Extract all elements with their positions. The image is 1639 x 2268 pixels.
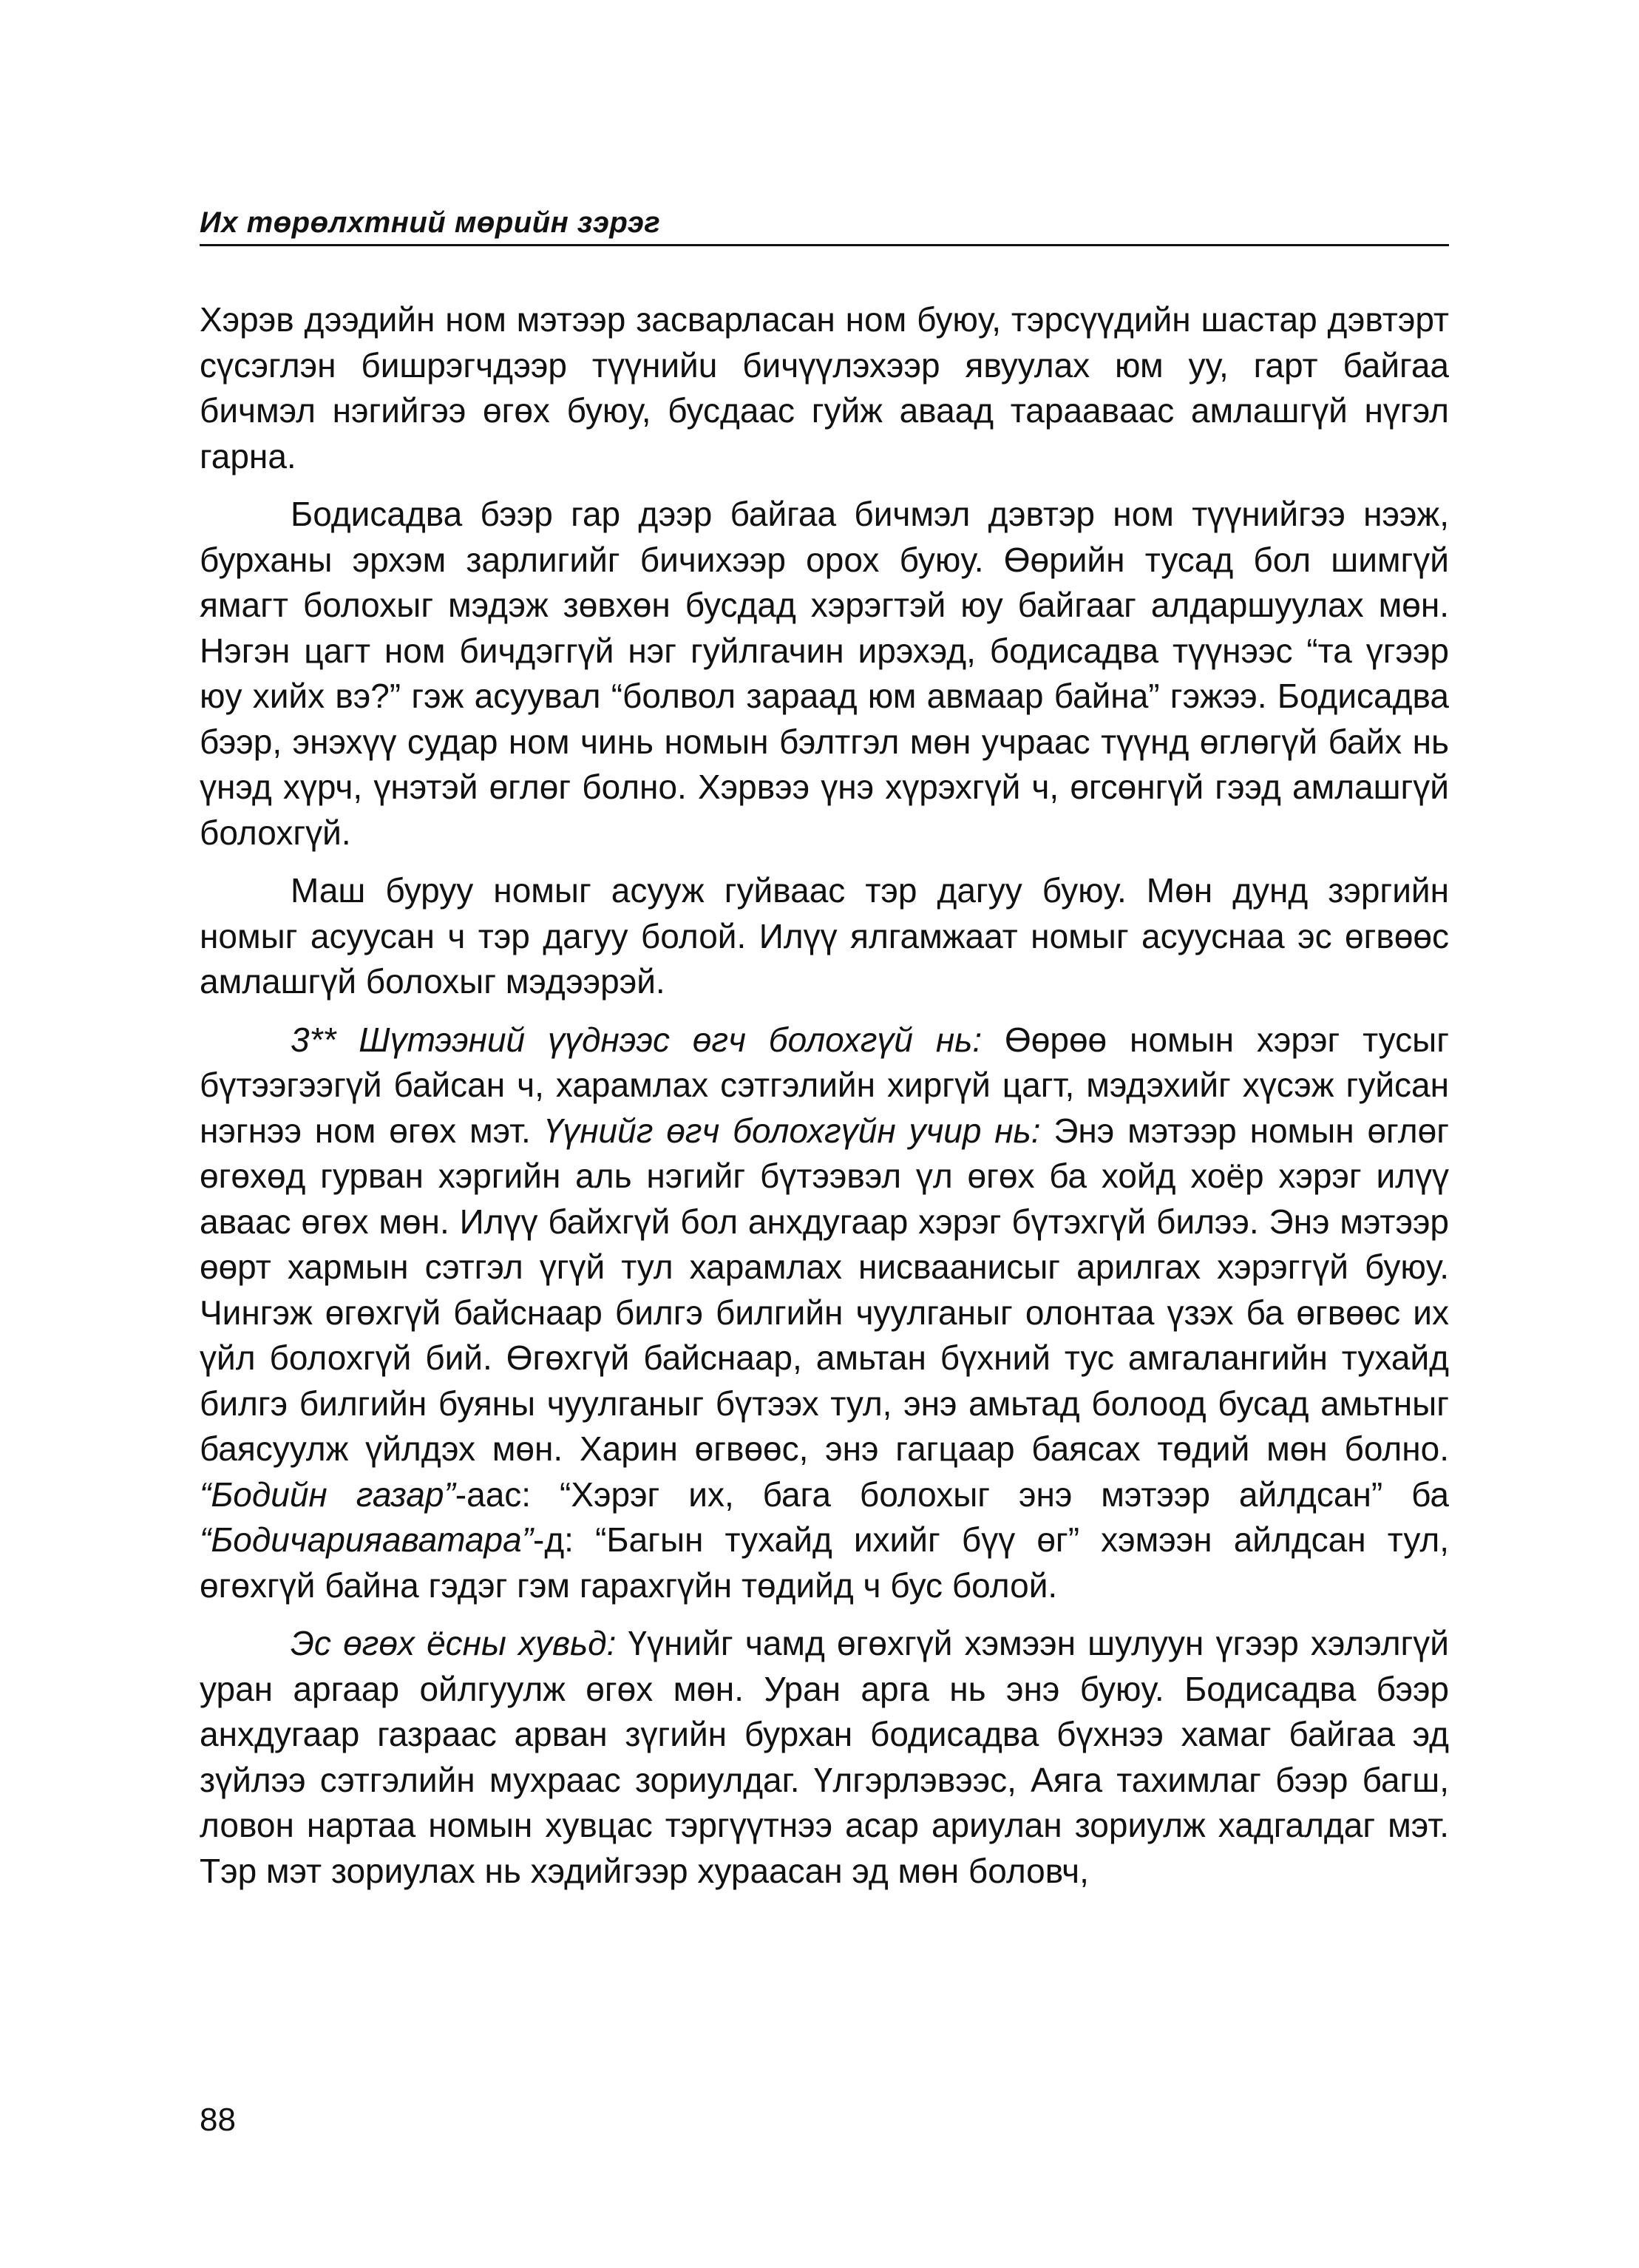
book-page bbox=[200, 0, 1449, 2268]
paragraph-4 bbox=[200, 1018, 1449, 1609]
paragraph-2-text: Бодисадва бээр гар дээр байгаа бичмэл дэвтэр ном түүнийгээ нээж, бурханы эрхэм зарлигийг бичихээр орох буюу. Өөрийн тусад бол шимгүй ямагт болохыг мэдэж зөвхөн бусдад хэрэгтэй юу байгааг алдаршуулах мөн. Нэгэн цагт ном бичдэггүй нэг гуйлгачин ирэхэд, бодисадва түүнээс “та үгээр юу хийх вэ?” гэж асуувал “болвол зараад юм авмаар байна” гэжээ. Бодисадва бээр, энэхүү судар ном чинь номын бэлтгэл мөн учраас түүнд өглөгүй байх нь үнэд хүрч, үнэтэй өглөг болно. Хэрвээ үнэ хүрэхгүй ч, өгсөнгүй гээд амлашгүй болохгүй. bbox=[200, 495, 1449, 852]
running-header bbox=[200, 198, 1449, 246]
paragraph-4-text-d: -д: “Багын тухайд ихийг бүү өг” хэмээн айлдсан тул, өгөхгүй байна гэдэг гэм гарахгүйн төдийд ч бус болой. bbox=[200, 1520, 1449, 1605]
page-number: 88 bbox=[200, 2102, 236, 2138]
paragraph-4-text-a: Өөрөө номын хэрэг тусыг бүтээгээгүй байсан ч, харамлах сэтгэлийн хиргүй цагт, мэдэхийг хүсэж гуйсан нэгнээ ном өгөх мэт. bbox=[200, 1020, 1449, 1150]
section-label-refusal: Эс өгөх ёсны хувьд: bbox=[291, 1624, 617, 1662]
reason-label: Үүнийг өгч болохгүйн учир нь: bbox=[543, 1111, 1041, 1150]
paragraph-5 bbox=[200, 1621, 1449, 1894]
paragraph-2 bbox=[200, 492, 1449, 856]
section-label-3: 3** Шүтээний үүднээс өгч болохгүй нь: bbox=[291, 1020, 983, 1059]
paragraph-3 bbox=[200, 868, 1449, 1005]
paragraph-4-text-b: Энэ мэтээр номын өглөг өгөхөд гурван хэргийн аль нэгийг бүтээвэл үл өгөх ба хойд хоёр хэрэг илүү аваас өгөх мөн. Илүү байхгүй бол анхдугаар хэрэг бүтэхгүй билээ. Энэ мэтээр өөрт хармын сэтгэл үгүй тул харамлах нисваанисыг арилгах хэрэггүй буюу. Чингэж өгөхгүй байснаар билгэ билгийн чуулганыг олонтаа үзэх ба өгвөөс их үйл болохгүй бий. Өгөхгүй байснаар, амьтан бүхний тус амгалангийн тухайд билгэ билгийн буяны чуулганыг бүтээх тул, энэ амьтад болоод бусад амьтныг баясуулж үйлдэх мөн. Харин өгвөөс, энэ гагцаар баясах төдий мөн болно. bbox=[200, 1111, 1450, 1468]
source-title-1: “Бодийн газар” bbox=[200, 1475, 455, 1514]
running-title: Их төрөлхтний мөрийн зэрэг bbox=[200, 206, 661, 239]
source-title-2: “Бодичарияаватара” bbox=[200, 1520, 534, 1559]
paragraph-1 bbox=[200, 297, 1449, 479]
paragraph-5-text: Үүнийг чамд өгөхгүй хэмээн шулуун үгээр хэлэлгүй уран аргаар ойлгуулж өгөх мөн. Уран арга нь энэ буюу. Бодисадва бээр анхдугаар газраас арван зүгийн бурхан бодисадва бүхнээ хамаг байгаа эд зүйлээ сэтгэлийн мухраас зориулдаг. Үлгэрлэвээс, Аяга тахимлаг бээр багш, ловон нартаа номын хувцас тэргүүтнээ асар ариулан зориулж хадгалдаг мэт. Тэр мэт зориулах нь хэдийгээр хураасан эд мөн боловч, bbox=[200, 1624, 1450, 1890]
paragraph-3-text: Маш буруу номыг асууж гуйваас тэр дагуу буюу. Мөн дунд зэргийн номыг асуусан ч тэр дагуу болой. Илүү ялгамжаат номыг асууснаа эс өгвөөс амлашгүй болохыг мэдээрэй. bbox=[200, 871, 1449, 1001]
body-text bbox=[200, 297, 1449, 1894]
paragraph-1-text: Хэрэв дээдийн ном мэтээр засварласан ном буюу, тэрсүүдийн шастар дэвтэрт сүсэглэн бишрэгчдээр түүнийu бичүүлэхээр явуулах юм уу, гарт байгаа бичмэл нэгийгээ өгөх буюу, бусдаас гуйж аваад тараавaас амлашгүй нүгэл гарна. bbox=[200, 300, 1449, 475]
paragraph-4-text-c: -аас: “Хэрэг их, бага болохыг энэ мэтээр айлдсан” ба bbox=[455, 1475, 1449, 1514]
